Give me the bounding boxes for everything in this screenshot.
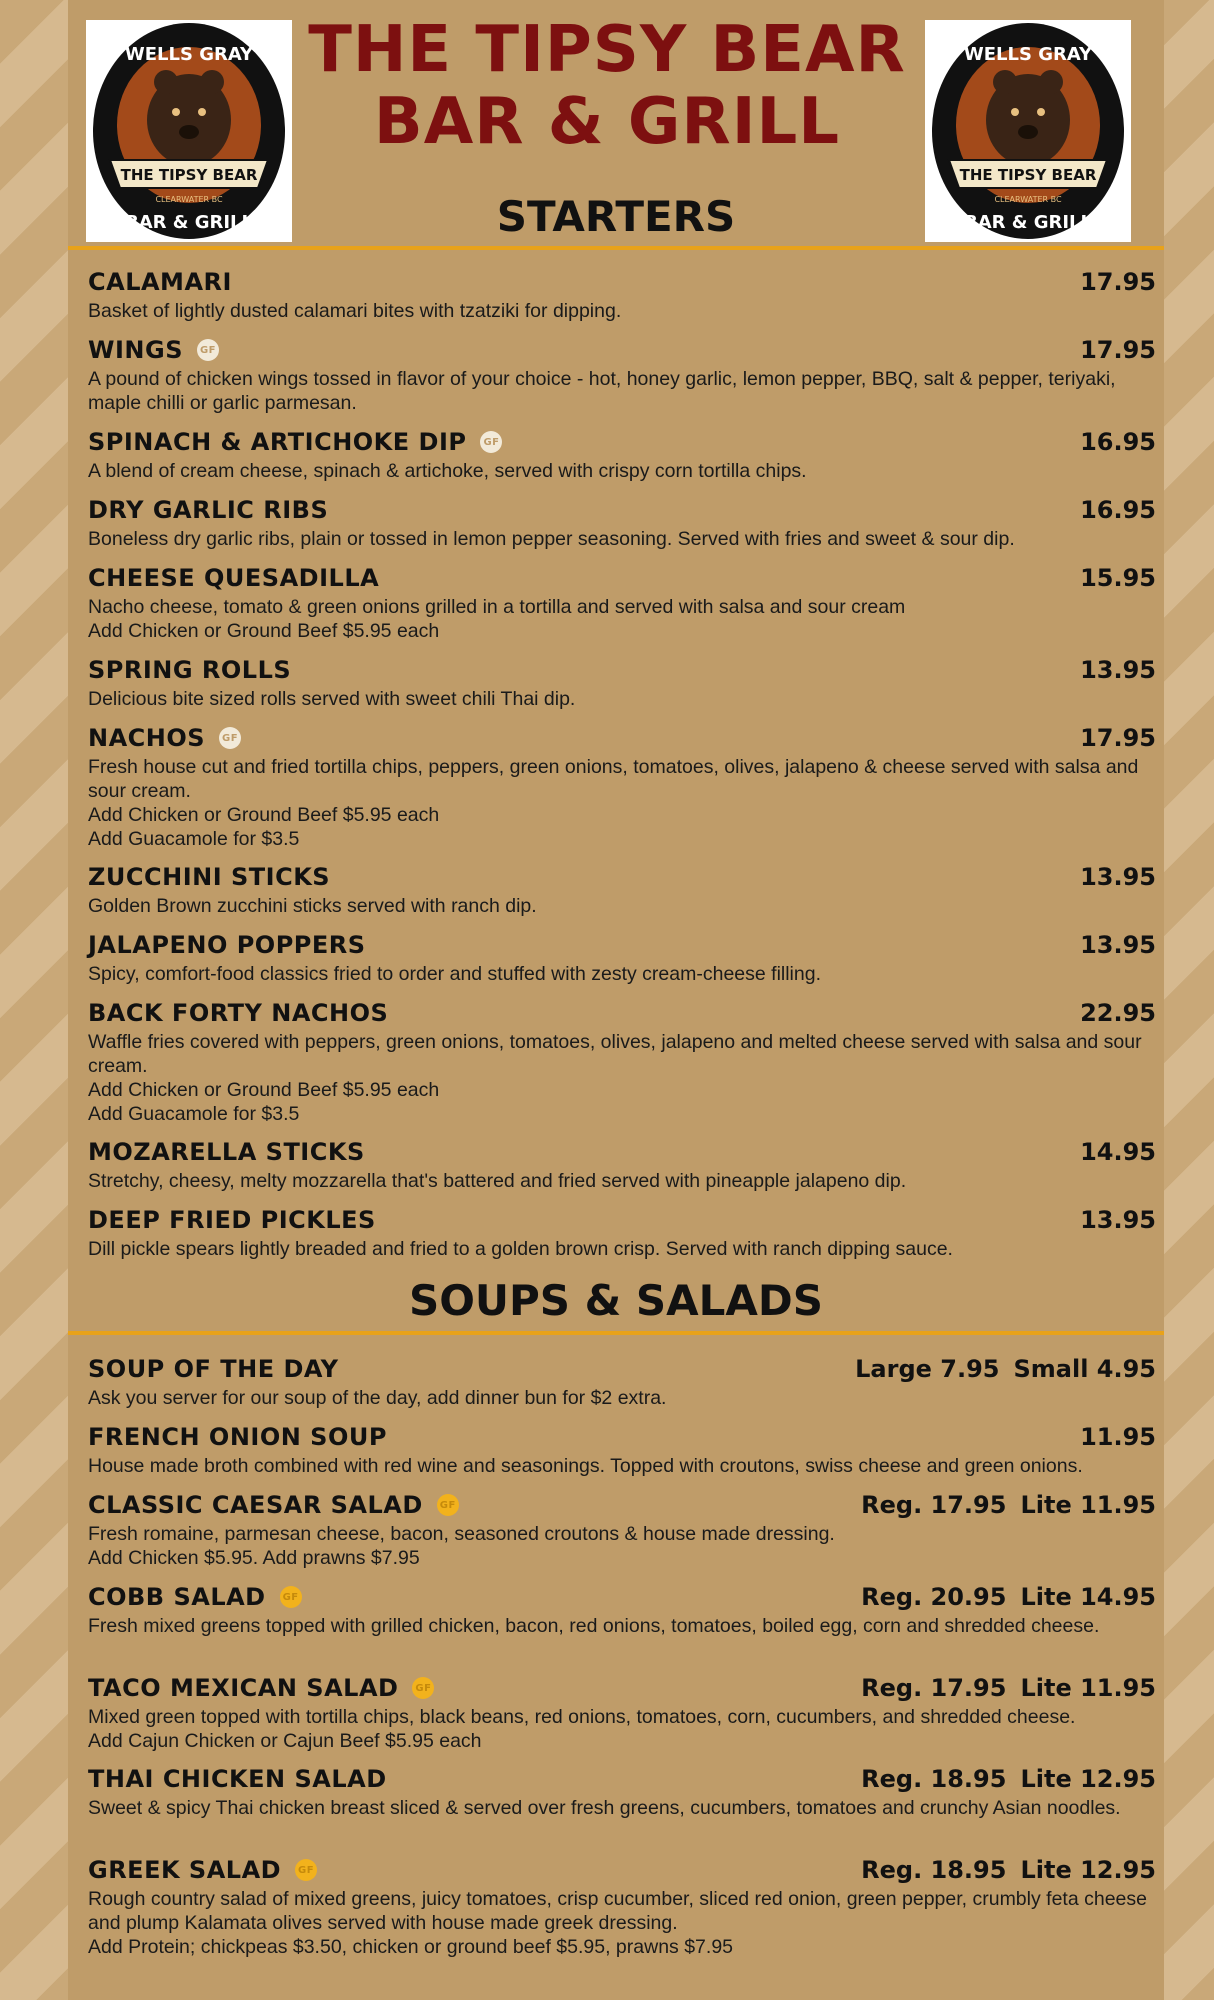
- menu-item-name: [88, 1856, 317, 1884]
- description-line: Add Protein; chickpeas $3.50, chicken or ground beef $5.95, prawns $7.95: [88, 1936, 734, 1958]
- price-primary: 13.95: [1080, 931, 1156, 959]
- price-primary: 22.95: [1080, 999, 1156, 1027]
- svg-text:CLEARWATER BC: CLEARWATER BC: [155, 195, 223, 204]
- menu-item-description: [88, 1522, 1156, 1570]
- price-primary: 17.95: [1080, 336, 1156, 364]
- menu-item-description: [88, 1169, 1156, 1193]
- menu-item: [88, 1853, 1156, 1959]
- menu-item-price: [855, 1355, 1156, 1383]
- menu-item: [88, 1488, 1156, 1570]
- menu-item-header: [88, 493, 1156, 527]
- menu-item-price: [861, 1583, 1156, 1611]
- menu-item-name: [88, 656, 291, 684]
- menu-item: [88, 1580, 1156, 1638]
- menu-item-name: [88, 1206, 376, 1234]
- description-line: Rough country salad of mixed greens, juicy tomatoes, crisp cucumber, sliced red onion, green pepper, crumbly feta cheese and plump Kalamata olives served with house made greek dressing.: [88, 1888, 1147, 1934]
- price-primary: 17.95: [1080, 268, 1156, 296]
- menu-item-price: [1080, 1206, 1156, 1234]
- menu-item-name: [88, 1355, 339, 1383]
- description-line: Ask you server for our soup of the day, add dinner bun for $2 extra.: [88, 1387, 667, 1409]
- menu-item-name-text: SPRING ROLLS: [88, 656, 292, 684]
- price-primary: 13.95: [1080, 656, 1156, 684]
- price-secondary: Lite 12.95: [1020, 1856, 1156, 1884]
- menu-item: [88, 265, 1156, 323]
- menu-item-header: [88, 425, 1156, 459]
- svg-text:CLEARWATER BC: CLEARWATER BC: [994, 195, 1062, 204]
- menu-item: [88, 1352, 1156, 1410]
- gluten-free-badge-icon: GF: [280, 1586, 302, 1608]
- price-primary: 16.95: [1080, 428, 1156, 456]
- price-secondary: Lite 14.95: [1020, 1583, 1156, 1611]
- description-line: Sweet & spicy Thai chicken breast sliced & served over fresh greens, cucumbers, tomatoes and crunchy Asian noodles.: [88, 1797, 1121, 1819]
- menu-item-name-text: COBB SALAD: [88, 1583, 266, 1611]
- menu-item-header: [88, 996, 1156, 1030]
- menu-item-price: [1080, 999, 1156, 1027]
- price-primary: Reg. 17.95: [861, 1674, 1007, 1702]
- menu-item-name-text: BACK FORTY NACHOS: [88, 999, 389, 1027]
- description-line: Spicy, comfort-food classics fried to order and stuffed with zesty cream-cheese filling.: [88, 963, 822, 985]
- menu-item-name-text: CHEESE QUESADILLA: [88, 564, 380, 592]
- menu-item-name: [88, 863, 330, 891]
- restaurant-title: [300, 14, 914, 158]
- price-primary: 13.95: [1080, 863, 1156, 891]
- title-line-2: BAR & GRILL: [373, 85, 841, 159]
- menu-item-price: [861, 1765, 1156, 1793]
- price-primary: Large 7.95: [855, 1355, 1000, 1383]
- description-line: Add Cajun Chicken or Cajun Beef $5.95 each: [88, 1730, 482, 1752]
- menu-item-name-text: MOZARELLA STICKS: [88, 1138, 365, 1166]
- price-primary: 17.95: [1080, 724, 1156, 752]
- menu-item: [88, 860, 1156, 918]
- menu-item-description: [88, 1796, 1156, 1820]
- menu-item-name: [88, 496, 328, 524]
- menu-item-price: [1080, 656, 1156, 684]
- menu-item-header: [88, 1488, 1156, 1522]
- menu-item: [88, 333, 1156, 415]
- menu-item-name: [88, 1583, 302, 1611]
- menu-item-description: [88, 755, 1156, 851]
- menu-item-description: [88, 962, 1156, 986]
- menu-item-header: [88, 1580, 1156, 1614]
- menu-item-price: [1080, 428, 1156, 456]
- menu-item-description: [88, 595, 1156, 643]
- gluten-free-badge-icon: GF: [197, 339, 219, 361]
- price-primary: 16.95: [1080, 496, 1156, 524]
- description-line: Delicious bite sized rolls served with sweet chili Thai dip.: [88, 688, 576, 710]
- menu-item-name: [88, 999, 388, 1027]
- menu-item-name-text: THAI CHICKEN SALAD: [88, 1765, 387, 1793]
- menu-item-name-text: GREEK SALAD: [88, 1856, 282, 1884]
- menu-item-header: [88, 1671, 1156, 1705]
- menu-item-name: [88, 1423, 387, 1451]
- menu-item-description: [88, 1705, 1156, 1753]
- svg-text:WELLS GRAY: WELLS GRAY: [124, 44, 254, 65]
- section-divider: [68, 246, 1164, 250]
- price-secondary: Lite 11.95: [1020, 1674, 1156, 1702]
- menu-item-description: [88, 1614, 1156, 1638]
- menu-item-name-text: ZUCCHINI STICKS: [88, 863, 331, 891]
- price-primary: 13.95: [1080, 1206, 1156, 1234]
- menu-item-name: [88, 724, 241, 752]
- menu-item-name-text: DEEP FRIED PICKLES: [88, 1206, 376, 1234]
- menu-item-name-text: JALAPENO POPPERS: [88, 931, 366, 959]
- svg-text:WELLS GRAY: WELLS GRAY: [963, 44, 1093, 65]
- menu-item-header: [88, 653, 1156, 687]
- menu-item-description: [88, 299, 1156, 323]
- menu-item-description: [88, 1237, 1156, 1261]
- description-line: A pound of chicken wings tossed in flavor of your choice - hot, honey garlic, lemon pepper, BBQ, salt & pepper, teriyaki, maple chilli or garlic parmesan.: [88, 368, 1116, 414]
- price-primary: 14.95: [1080, 1138, 1156, 1166]
- section-title-soups-salads: SOUPS & SALADS: [408, 1276, 824, 1325]
- menu-item: [88, 1762, 1156, 1820]
- menu-item-header: [88, 333, 1156, 367]
- description-line: House made broth combined with red wine and seasonings. Topped with croutons, swiss cheese and green onions.: [88, 1455, 1083, 1477]
- section-divider: [68, 1331, 1164, 1335]
- description-line: A blend of cream cheese, spinach & artichoke, served with crispy corn tortilla chips.: [88, 460, 807, 482]
- gluten-free-badge-icon: GF: [480, 431, 502, 453]
- menu-item-name-text: NACHOS: [88, 724, 206, 752]
- menu-item-name-text: CLASSIC CAESAR SALAD: [88, 1491, 423, 1519]
- menu-item-header: [88, 1203, 1156, 1237]
- menu-item-price: [1080, 1423, 1156, 1451]
- menu-item-name-text: WINGS: [88, 336, 183, 364]
- title-line-1: THE TIPSY BEAR: [308, 13, 906, 87]
- menu-item-price: [1080, 336, 1156, 364]
- menu-item-header: [88, 860, 1156, 894]
- description-line: Add Guacamole for $3.5: [88, 828, 300, 850]
- description-line: Add Chicken or Ground Beef $5.95 each: [88, 1079, 440, 1101]
- menu-item-description: [88, 1454, 1156, 1478]
- menu-item-header: [88, 1352, 1156, 1386]
- menu-item-name: [88, 931, 366, 959]
- svg-text:BAR & GRILL: BAR & GRILL: [124, 212, 254, 233]
- menu-item-name: [88, 428, 502, 456]
- gluten-free-badge-icon: GF: [219, 727, 241, 749]
- gluten-free-badge-icon: GF: [295, 1859, 317, 1881]
- description-line: Golden Brown zucchini sticks served with ranch dip.: [88, 895, 537, 917]
- menu-item-name-text: SOUP OF THE DAY: [88, 1355, 339, 1383]
- description-line: Basket of lightly dusted calamari bites with tzatziki for dipping.: [88, 300, 622, 322]
- menu-item-header: [88, 265, 1156, 299]
- menu-item-name: [88, 564, 379, 592]
- price-primary: Reg. 20.95: [861, 1583, 1007, 1611]
- menu-item-name: [88, 1765, 387, 1793]
- menu-item: [88, 1671, 1156, 1753]
- description-line: Waffle fries covered with peppers, green onions, tomatoes, olives, jalapeno and melted cheese served with salsa and sour cream.: [88, 1031, 1142, 1077]
- price-primary: 15.95: [1080, 564, 1156, 592]
- menu-item-price: [1080, 931, 1156, 959]
- section-title-starters: STARTERS: [496, 192, 736, 241]
- description-line: Fresh mixed greens topped with grilled chicken, bacon, red onions, tomatoes, boiled egg, corn and shredded cheese.: [88, 1615, 1100, 1637]
- menu-item-name: [88, 1491, 459, 1519]
- menu-item: [88, 561, 1156, 643]
- description-line: Nacho cheese, tomato & green onions grilled in a tortilla and served with salsa and sour cream: [88, 596, 906, 618]
- price-primary: Reg. 17.95: [861, 1491, 1007, 1519]
- price-primary: Reg. 18.95: [861, 1856, 1007, 1884]
- menu-item-name-text: TACO MEXICAN SALAD: [88, 1674, 399, 1702]
- description-line: Mixed green topped with tortilla chips, black beans, red onions, tomatoes, corn, cucumbers, and shredded cheese.: [88, 1706, 1076, 1728]
- description-line: Fresh house cut and fried tortilla chips, peppers, green onions, tomatoes, olives, jalapeno & cheese served with salsa and sour cream.: [88, 756, 1139, 802]
- menu-item: [88, 1135, 1156, 1193]
- menu-item-description: [88, 894, 1156, 918]
- description-line: Stretchy, cheesy, melty mozzarella that's battered and fried served with pineapple jalapeno dip.: [88, 1170, 907, 1192]
- menu-item-description: [88, 1386, 1156, 1410]
- menu-item-header: [88, 561, 1156, 595]
- svg-text:THE TIPSY BEAR: THE TIPSY BEAR: [959, 166, 1097, 184]
- gluten-free-badge-icon: GF: [412, 1677, 434, 1699]
- menu-item-price: [1080, 268, 1156, 296]
- menu-item-price: [1080, 863, 1156, 891]
- menu-item-header: [88, 928, 1156, 962]
- menu-item-header: [88, 721, 1156, 755]
- menu-item: [88, 721, 1156, 851]
- menu-item-description: [88, 1030, 1156, 1126]
- menu-item: [88, 425, 1156, 483]
- description-line: Add Chicken or Ground Beef $5.95 each: [88, 804, 440, 826]
- menu-item: [88, 996, 1156, 1126]
- menu-item-description: [88, 527, 1156, 551]
- menu-item-name-text: FRENCH ONION SOUP: [88, 1423, 387, 1451]
- svg-text:BAR & GRILL: BAR & GRILL: [963, 212, 1093, 233]
- menu-item: [88, 1420, 1156, 1478]
- menu-item-price: [1080, 1138, 1156, 1166]
- description-line: Add Guacamole for $3.5: [88, 1103, 300, 1125]
- menu-item-price: [1080, 564, 1156, 592]
- price-secondary: Lite 11.95: [1020, 1491, 1156, 1519]
- price-primary: 11.95: [1080, 1423, 1156, 1451]
- menu-item-header: [88, 1420, 1156, 1454]
- gluten-free-badge-icon: GF: [437, 1494, 459, 1516]
- menu-item-name: [88, 1674, 434, 1702]
- price-primary: Reg. 18.95: [861, 1765, 1007, 1793]
- menu-item-price: [1080, 724, 1156, 752]
- description-line: Add Chicken or Ground Beef $5.95 each: [88, 620, 440, 642]
- svg-text:THE TIPSY BEAR: THE TIPSY BEAR: [120, 166, 258, 184]
- menu-item-name-text: DRY GARLIC RIBS: [88, 496, 329, 524]
- menu-item-header: [88, 1135, 1156, 1169]
- price-secondary: Small 4.95: [1013, 1355, 1156, 1383]
- menu-item-price: [861, 1856, 1156, 1884]
- menu-item: [88, 493, 1156, 551]
- menu-item: [88, 1203, 1156, 1261]
- menu-item-price: [861, 1491, 1156, 1519]
- menu-item: [88, 653, 1156, 711]
- menu-item-description: [88, 687, 1156, 711]
- menu-item-description: [88, 459, 1156, 483]
- description-line: Fresh romaine, parmesan cheese, bacon, seasoned croutons & house made dressing.: [88, 1523, 835, 1545]
- menu-item-description: [88, 367, 1156, 415]
- menu-item-name: [88, 1138, 365, 1166]
- price-secondary: Lite 12.95: [1020, 1765, 1156, 1793]
- description-line: Boneless dry garlic ribs, plain or tossed in lemon pepper seasoning. Served with fries and sweet & sour dip.: [88, 528, 1015, 550]
- description-line: Dill pickle spears lightly breaded and fried to a golden brown crisp. Served with ranch dipping sauce.: [88, 1238, 953, 1260]
- menu-item-description: [88, 1887, 1156, 1959]
- menu-item-name: [88, 268, 232, 296]
- menu-item-name-text: SPINACH & ARTICHOKE DIP: [88, 428, 467, 456]
- menu-item-name: [88, 336, 219, 364]
- description-line: Add Chicken $5.95. Add prawns $7.95: [88, 1547, 420, 1569]
- menu-item-header: [88, 1762, 1156, 1796]
- menu-item-price: [861, 1674, 1156, 1702]
- menu-item-name-text: CALAMARI: [88, 268, 232, 296]
- menu-item-price: [1080, 496, 1156, 524]
- menu-item-header: [88, 1853, 1156, 1887]
- menu-item: [88, 928, 1156, 986]
